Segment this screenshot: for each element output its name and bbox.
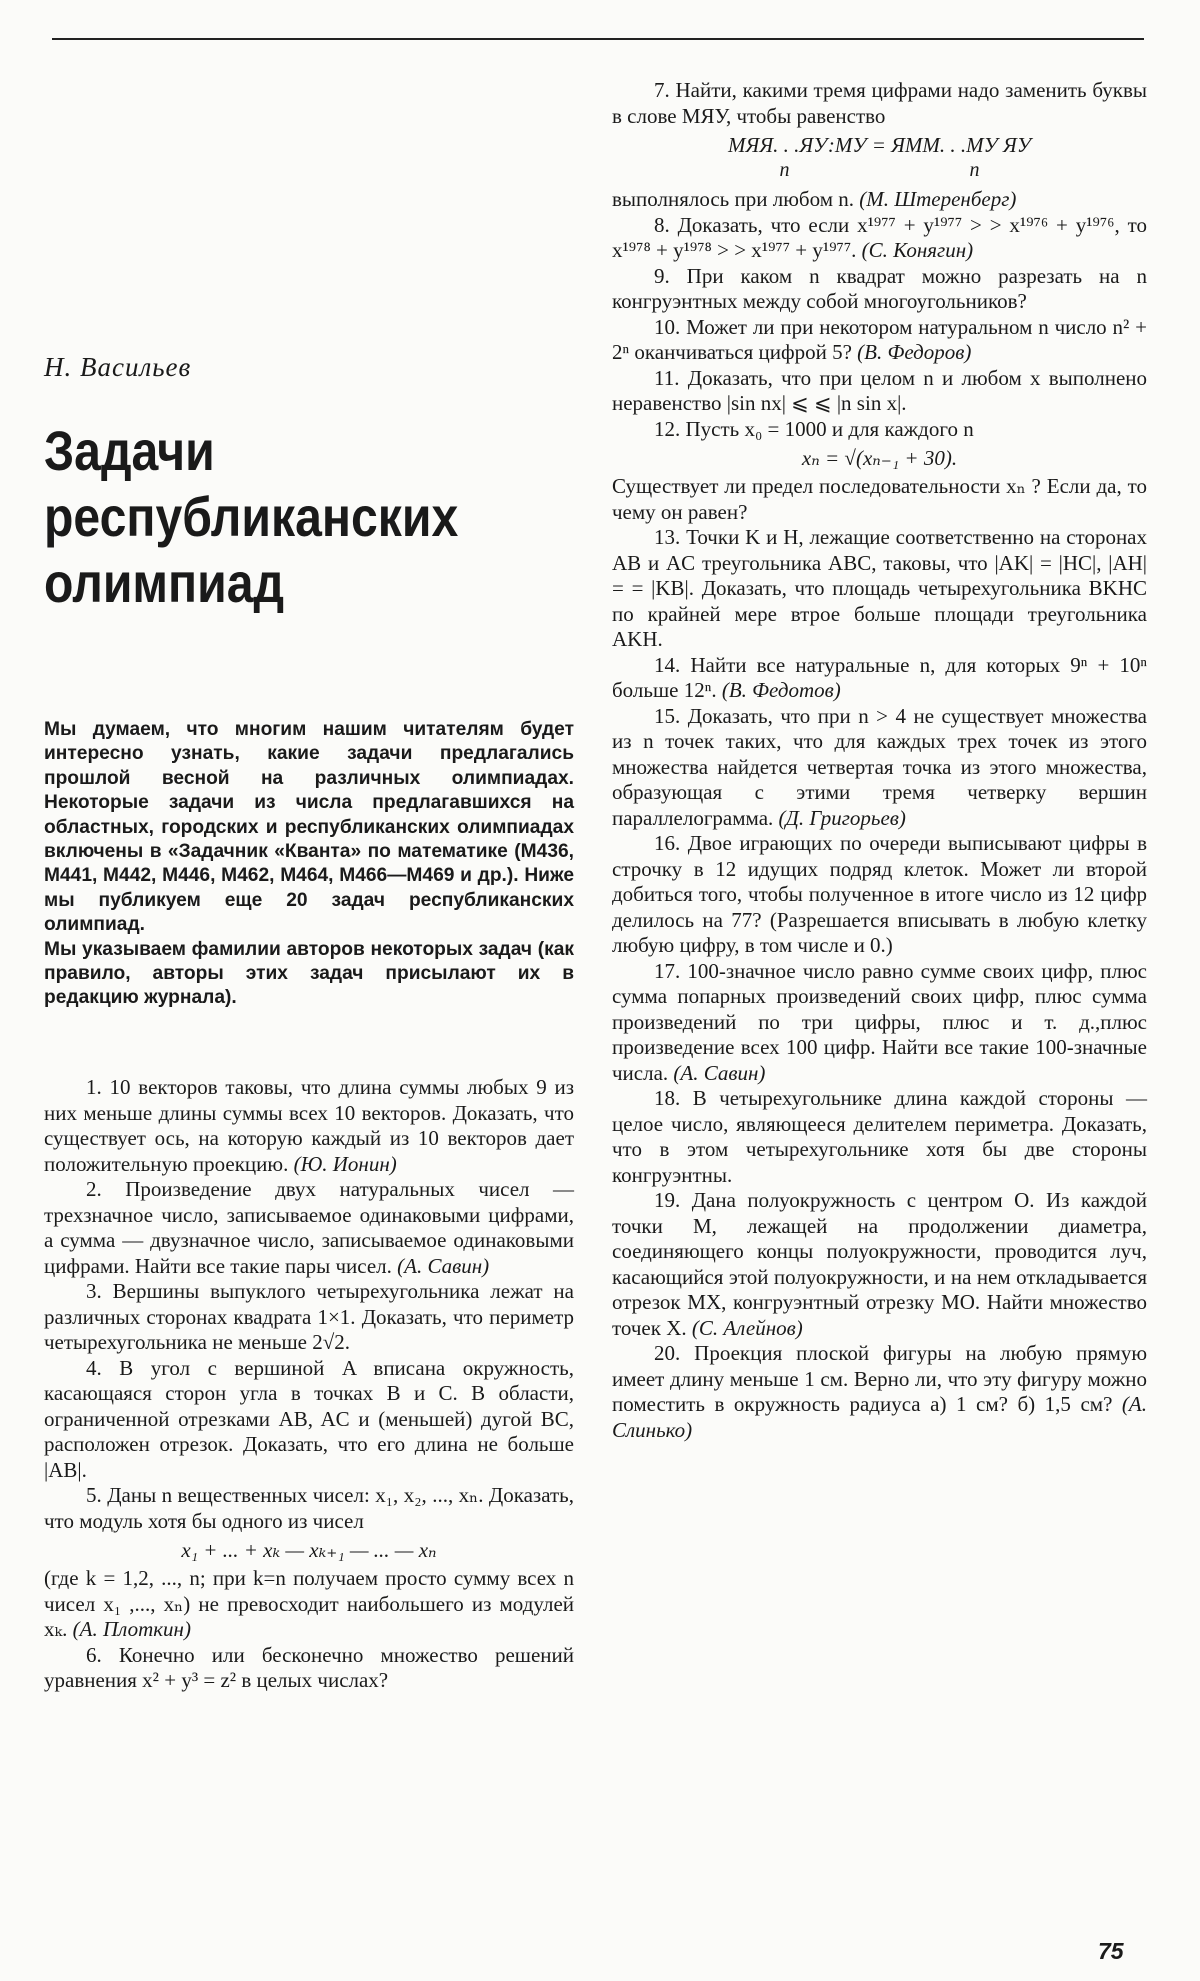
problem-2: 2. Произведение двух натуральных чисел — трехзначное число, записываемое одинаковыми цифрами, а сумма — двузначное число, записываемое одинаковыми цифрами. Найти все такие пары чисел. (А. Савин) xyxy=(44,1177,575,1278)
intro xyxy=(44,718,574,1011)
problem-16: 16. Двое играющих по очереди выписывают цифры в строчку в 12 идущих подряд клеток. Может ли второй добиться того, чтобы полученное в итоге число из 12 цифр делилось на 77? (Разрешается вписывать в любую клетку любую цифру, в том числе и 0.) xyxy=(612,831,1147,957)
problem-12-formula: xₙ = √(xₙ₋₁ + 30). xyxy=(801,446,958,470)
problem-14: 14. Найти все натуральные n, для которых 9ⁿ + 10ⁿ больше 12ⁿ. (В. Федотов) xyxy=(612,652,1148,702)
problem-7-formula: МЯЯ. . .ЯУ:МУ = ЯММ. . .МУ ЯУ xyxy=(728,133,1031,157)
intro-paragraph: Мы указываем фамилии авторов некоторых задач (как правило, авторы этих задач присылают их в редакцию журнала). xyxy=(44,938,574,1009)
title-line: республиканских xyxy=(44,485,459,548)
problem-7-formula-subscripts: n n xyxy=(779,159,980,181)
right-column xyxy=(612,78,1147,1443)
intro-paragraph: Мы думаем, что многим нашим читателям будет интересно узнать, какие задачи предлагались прошлой весной на различных олимпиадах. Некоторые задачи из числа предлагавшихся на областных, городских и республиканских олимпиадах включены в «Задачник «Кванта» по математике (M436, M441, M442, M446, M462, M464, M466—M469 и др.). Ниже мы публикуем еще 20 задач республиканских олимпиад. xyxy=(44,719,574,936)
problem-8: 8. Доказать, что если x¹⁹⁷⁷ + y¹⁹⁷⁷ > > x¹⁹⁷⁶ + y¹⁹⁷⁶, то x¹⁹⁷⁸ + y¹⁹⁷⁸ > > x¹⁹⁷⁷ + y¹⁹⁷⁷. (С. Конягин) xyxy=(612,212,1148,262)
problem-20: 20. Проекция плоской фигуры на любую прямую имеет длину меньше 1 см. Верно ли, что эту фигуру можно поместить в окружность радиуса а) 1 см? б) 1,5 см? (А. Слинько) xyxy=(612,1341,1148,1442)
problem-15: 15. Доказать, что при n > 4 не существует множества из n точек таких, что для каждых трех точек из этого множества найдется четвертая точка из этого множества, образующая с этими тремя четверку вершин параллелограмма. (Д. Григорьев) xyxy=(612,703,1148,830)
page-number: 75 xyxy=(1098,1938,1124,1964)
problem-12-continued: Существует ли предел последовательности xₙ ? Если да, то чему он равен? xyxy=(612,474,1147,524)
title-line: Задачи xyxy=(44,419,215,482)
problem-11: 11. Доказать, что при целом n и любом x выполнено неравенство |sin nx| ⩽ ⩽ |n sin x|. xyxy=(612,365,1148,415)
problem-12: 12. Пусть x₀ = 1000 и для каждого n xyxy=(654,416,974,441)
problem-3: 3. Вершины выпуклого четырехугольника лежат на различных сторонах квадрата 1×1. Доказать, что периметр четырехугольника не меньше 2√2. xyxy=(44,1279,574,1354)
problem-7: 7. Найти, какими тремя цифрами надо заменить буквы в слове МЯУ, чтобы равенство xyxy=(612,78,1147,128)
problem-9: 9. При каком n квадрат можно разрезать на n конгруэнтных между собой многоугольников? xyxy=(612,263,1148,313)
problem-18: 18. В четырехугольнике длина каждой стороны — целое число, являющееся делителем периметра. Доказать, что в этом четырехугольнике хотя бы две стороны конгруэнтны. xyxy=(612,1086,1147,1187)
problem-5-formula: x₁ + ... + xₖ — xₖ₊₁ — ... — xₙ xyxy=(181,1538,437,1562)
top-rule xyxy=(52,38,1144,40)
problems-left xyxy=(44,1075,574,1694)
problem-5-continued: (где k = 1,2, ..., n; при k=n получаем просто сумму всех n чисел x₁ ,..., xₙ) не превосходит наибольшего из модулей xₖ. (А. Плоткин) xyxy=(44,1566,574,1641)
problem-1: 1. 10 векторов таковы, что длина суммы любых 9 из них меньше длины суммы всех 10 векторов. Доказать, что существует ось, на которую каждый из 10 векторов дает положительную проекцию. (Ю. Ионин) xyxy=(44,1075,574,1176)
problem-19: 19. Дана полуокружность с центром O. Из каждой точки M, лежащей на продолжении диаметра, соединяющего концы полуокружности, проводится луч, касающийся этой полуокружности, и на нем откладывается отрезок MX, конгруэнтный отрезку MO. Найти множество точек X. (С. Алейнов) xyxy=(612,1188,1147,1340)
problem-10: 10. Может ли при некотором натуральном n число n² + 2ⁿ оканчиваться цифрой 5? (В. Федоров) xyxy=(612,314,1148,364)
problem-6: 6. Конечно или бесконечно множество решений уравнения x² + y³ = z² в целых числах? xyxy=(44,1642,574,1692)
problem-13: 13. Точки K и H, лежащие соответственно на сторонах AB и AC треугольника ABC, таковы, что |AK| = |HC|, |AH| = = |KB|. Доказать, что площадь четырехугольника BKHC по крайней мере втрое больше площади треугольника AKH. xyxy=(612,525,1147,651)
article-author: Н. Васильев xyxy=(44,352,192,382)
problem-4: 4. В угол с вершиной A вписана окружность, касающаяся сторон угла в точках B и C. В области, ограниченной отрезками AB, AC и (меньшей) дугой BC, расположен отрезок. Доказать, что его длина не больше |AB|. xyxy=(44,1355,574,1482)
problem-17: 17. 100-значное число равно сумме своих цифр, плюс сумма попарных произведений своих цифр, плюс сумма произведений по три цифры, плюс и т. д.,плюс произведение всех 100 цифр. Найти все такие 100-значные числа. (А. Савин) xyxy=(612,958,1147,1085)
article-title xyxy=(44,418,458,616)
problem-7-continued: выполнялось при любом n. (М. Штеренберг) xyxy=(612,187,1017,211)
problem-5: 5. Даны n вещественных чисел: x₁, x₂, ..., xₙ. Доказать, что модуль хотя бы одного из чисел xyxy=(44,1483,575,1533)
title-line: олимпиад xyxy=(44,551,285,614)
